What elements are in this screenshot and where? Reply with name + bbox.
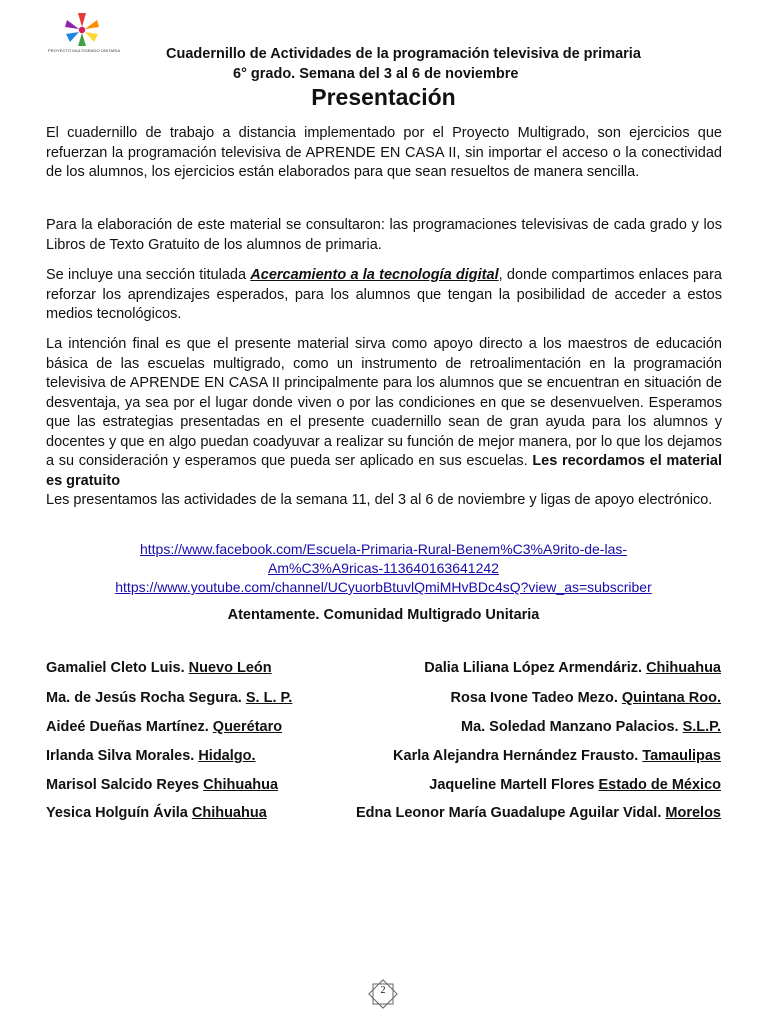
author-right: Karla Alejandra Hernández Frausto. Tamaulipas bbox=[393, 748, 721, 764]
author-left: Marisol Salcido Reyes Chihuahua bbox=[46, 777, 279, 793]
author-left: Yesica Holguín Ávila Chihuahua bbox=[46, 805, 267, 821]
paragraph-1-text: El cuadernillo de trabajo a distancia implementado por el Proyecto Multigrado, son ejercicios que refuerzan la programación televisiva de APRENDE EN CASA II, sin importar el acceso o la conectividad de los alumnos, los ejercicios están elaborados para que sean resueltos de manera sencilla. bbox=[46, 125, 722, 180]
author-left: Gamaliel Cleto Luis. Nuevo León bbox=[46, 660, 272, 676]
digital-tech-section-link[interactable]: Acercamiento a la tecnología digital bbox=[250, 267, 499, 283]
paragraph-2-text: Para la elaboración de este material se consultaron: las programaciones televisivas de cada grado y los Libros de Texto Gratuito de los alumnos de primaria. bbox=[46, 217, 722, 253]
paragraph-4-text: La intención final es que el presente material sirva como apoyo directo a los maestros de educación básica de las escuelas multigrado, como un instrumento de retroalimentación en la programación televisiva de APRENDE EN CASA II principalmente para los alumnos que se encuentran en situación de desventaja, ya sea por el lugar donde viven o por las condiciones en que se desenvuelven. Esperamos que las estrategias presentadas en el presente cuadernillo sean de gran ayuda para los alumnos y docentes y que en algo puedan coadyuvar a realizar su función de mejor manera, por lo que los dejamos a su consideración y esperamos que pueda ser aplicado en sus escuelas. bbox=[46, 336, 722, 469]
page-title: Presentación bbox=[311, 84, 456, 110]
author-left: Irlanda Silva Morales. Hidalgo. bbox=[46, 748, 256, 764]
youtube-link[interactable]: https://www.youtube.com/channel/UCyuorbBtuvlQmiMHvBDc4sQ?view_as=subscriber bbox=[115, 579, 652, 595]
author-state: S.L.P. bbox=[682, 719, 721, 735]
paragraph-2 bbox=[46, 216, 722, 255]
author-state: Hidalgo. bbox=[198, 748, 256, 764]
author-right: Ma. Soledad Manzano Palacios. S.L.P. bbox=[460, 719, 721, 735]
author-right: Jaqueline Martell Flores Estado de México bbox=[429, 777, 721, 793]
support-links bbox=[0, 540, 767, 597]
author-state: Quintana Roo. bbox=[621, 690, 721, 706]
paragraph-3 bbox=[46, 266, 722, 325]
page-number: 2 bbox=[380, 985, 386, 996]
signature: Atentamente. Comunidad Multigrado Unitaria bbox=[227, 607, 540, 623]
author-state: Morelos bbox=[665, 805, 721, 821]
header-line-2: 6° grado. Semana del 3 al 6 de noviembre bbox=[233, 66, 519, 82]
free-material-note: Les recordamos el material es gratuito bbox=[46, 453, 722, 489]
author-left: Aideé Dueñas Martínez. Querétaro bbox=[46, 719, 283, 735]
author-state: Querétaro bbox=[212, 719, 283, 735]
facebook-link-line-1[interactable]: https://www.facebook.com/Escuela-Primaria-Rural-Benem%C3%A9rito-de-las- bbox=[139, 541, 628, 557]
author-right: Dalia Liliana López Armendáriz. Chihuahua bbox=[424, 660, 721, 676]
paragraph-5 bbox=[46, 491, 722, 511]
paragraph-1 bbox=[46, 124, 722, 183]
header-line-1: Cuadernillo de Actividades de la programación televisiva de primaria bbox=[166, 46, 641, 62]
author-left: Ma. de Jesús Rocha Segura. S. L. P. bbox=[46, 690, 293, 706]
author-state: S. L. P. bbox=[245, 690, 293, 706]
logo-text: PROYECTO MULTIGRADO UNITARIA bbox=[48, 48, 121, 53]
author-right: Edna Leonor María Guadalupe Aguilar Vidal. Morelos bbox=[356, 805, 721, 821]
author-state: Estado de México bbox=[598, 777, 721, 793]
author-state: Chihuahua bbox=[203, 777, 279, 793]
author-state: Chihuahua bbox=[191, 805, 267, 821]
author-state: Chihuahua bbox=[646, 660, 721, 676]
paragraph-4 bbox=[46, 335, 722, 491]
paragraph-5-text: Les presentamos las actividades de la semana 11, del 3 al 6 de noviembre y ligas de apoyo electrónico. bbox=[46, 492, 713, 508]
paragraph-3-end: , donde compartimos enlaces para reforzar los aprendizajes esperados, para los alumnos que tengan la posibilidad de acceder a estos medios tecnológicos. bbox=[46, 267, 722, 322]
facebook-link-line-2[interactable]: Am%C3%A9ricas-113640163641242 bbox=[268, 560, 499, 576]
author-state: Tamaulipas bbox=[642, 748, 721, 764]
author-state: Nuevo León bbox=[188, 660, 272, 676]
paragraph-3-start: Se incluye una sección titulada bbox=[46, 267, 251, 283]
author-right: Rosa Ivone Tadeo Mezo. Quintana Roo. bbox=[450, 690, 721, 706]
